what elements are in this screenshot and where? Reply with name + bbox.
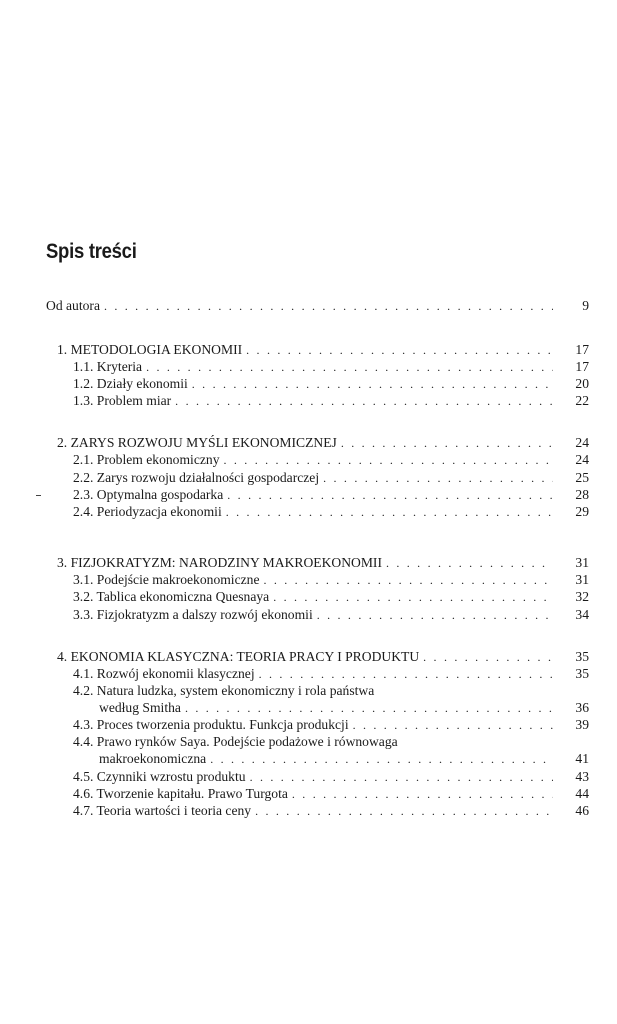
toc-entry-title: 2.1. Problem ekonomiczny (73, 452, 220, 467)
dot-leader (341, 435, 553, 452)
toc-entry-page-number: 9 (582, 298, 589, 313)
toc-entry-page-number: 36 (575, 700, 589, 715)
dot-leader (175, 393, 553, 410)
toc-entry-page-number: 41 (575, 751, 589, 766)
toc-entry (57, 434, 589, 451)
toc-entry (73, 733, 557, 750)
toc-entry-page-number: 35 (575, 666, 589, 681)
toc-entry-page-number: 34 (575, 607, 589, 622)
toc-entry-title: 1. METODOLOGIA EKONOMII (57, 342, 243, 357)
dot-leader (317, 607, 553, 624)
dot-leader (210, 751, 553, 768)
dot-leader (323, 470, 553, 487)
dot-leader (423, 649, 553, 666)
page-title: Spis treści (46, 240, 137, 263)
toc-entry-page-number: 31 (575, 555, 589, 570)
toc-entry-title: według Smitha (99, 700, 181, 715)
toc-entry (73, 768, 589, 785)
dot-leader (292, 786, 553, 803)
toc-entry (73, 716, 589, 733)
dot-leader (273, 589, 553, 606)
toc-entry-title: 2.3. Optymalna gospodarka (73, 487, 224, 502)
dot-leader (263, 572, 553, 589)
toc-entry (73, 392, 589, 409)
toc-entry (73, 588, 589, 605)
toc-entry-page-number: 43 (575, 769, 589, 784)
toc-entry-title: 3. FIZJOKRATYZM: NARODZINY MAKROEKONOMII (57, 555, 382, 570)
toc-entry-title: 4.6. Tworzenie kapitału. Prawo Turgota (73, 786, 288, 801)
toc-entry (57, 341, 589, 358)
toc-entry (73, 503, 589, 520)
toc-entry-page-number: 31 (575, 572, 589, 587)
toc-entry-title: 4.3. Proces tworzenia produktu. Funkcja produkcji (73, 717, 349, 732)
dot-leader (353, 717, 553, 734)
toc-entry-title: 4. EKONOMIA KLASYCZNA: TEORIA PRACY I PRODUKTU (57, 649, 420, 664)
toc-entry-title: 2.4. Periodyzacja ekonomii (73, 504, 222, 519)
toc-entry-page-number: 24 (575, 435, 589, 450)
toc-entry-page-number: 44 (575, 786, 589, 801)
dot-leader (224, 452, 554, 469)
toc-entry-page-number: 39 (575, 717, 589, 732)
toc-entry-title: 2.2. Zarys rozwoju działalności gospodarczej (73, 470, 320, 485)
toc-entry-title: 4.2. Natura ludzka, system ekonomiczny i rola państwa (73, 683, 375, 698)
dot-leader (104, 298, 553, 315)
toc-entry-title: makroekonomiczna (99, 751, 207, 766)
toc-entry-page-number: 22 (575, 393, 589, 408)
toc-entry (73, 785, 589, 802)
toc-entry-page-number: 35 (575, 649, 589, 664)
dot-leader (185, 700, 553, 717)
dot-leader (246, 342, 553, 359)
toc-entry-title: 4.1. Rozwój ekonomii klasycznej (73, 666, 255, 681)
toc-entry (73, 358, 589, 375)
toc-entry (73, 375, 589, 392)
toc-entry-title: Od autora (46, 298, 100, 313)
toc-entry-page-number: 20 (575, 376, 589, 391)
dot-leader (192, 376, 553, 393)
toc-entry-title: 1.3. Problem miar (73, 393, 172, 408)
toc-entry (99, 750, 589, 767)
toc-entry-page-number: 46 (575, 803, 589, 818)
toc-entry-title: 2. ZARYS ROZWOJU MYŚLI EKONOMICZNEJ (57, 435, 337, 450)
toc-entry (57, 554, 589, 571)
toc-entry-page-number: 25 (575, 470, 589, 485)
toc-entry (73, 451, 589, 468)
toc-entry (73, 486, 589, 503)
toc-entry-title: 4.4. Prawo rynków Saya. Podejście podażowe i równowaga (73, 734, 398, 749)
dot-leader (227, 487, 553, 504)
toc-entry (73, 571, 589, 588)
stray-mark (36, 495, 41, 496)
toc-entry (73, 606, 589, 623)
toc-entry-title: 3.1. Podejście makroekonomiczne (73, 572, 260, 587)
toc-entry (73, 469, 589, 486)
toc-entry (57, 648, 589, 665)
toc-entry-title: 4.5. Czynniki wzrostu produktu (73, 769, 246, 784)
toc-entry (73, 682, 557, 699)
dot-leader (386, 555, 553, 572)
toc-entry (99, 699, 589, 716)
toc-entry-title: 1.1. Kryteria (73, 359, 143, 374)
toc-entry-page-number: 29 (575, 504, 589, 519)
toc-entry-page-number: 32 (575, 589, 589, 604)
dot-leader (146, 359, 553, 376)
toc-entry (46, 297, 589, 314)
dot-leader (226, 504, 553, 521)
toc-entry-page-number: 17 (575, 359, 589, 374)
toc-entry (73, 665, 589, 682)
toc-entry-page-number: 24 (575, 452, 589, 467)
dot-leader (250, 769, 553, 786)
toc-entry-page-number: 28 (575, 487, 589, 502)
toc-entry-title: 3.3. Fizjokratyzm a dalszy rozwój ekonomii (73, 607, 313, 622)
dot-leader (259, 666, 553, 683)
toc-entry-page-number: 17 (575, 342, 589, 357)
dot-leader (255, 803, 553, 820)
toc-entry-title: 3.2. Tablica ekonomiczna Quesnaya (73, 589, 270, 604)
toc-entry (73, 802, 589, 819)
toc-entry-title: 1.2. Działy ekonomii (73, 376, 188, 391)
toc-entry-title: 4.7. Teoria wartości i teoria ceny (73, 803, 252, 818)
